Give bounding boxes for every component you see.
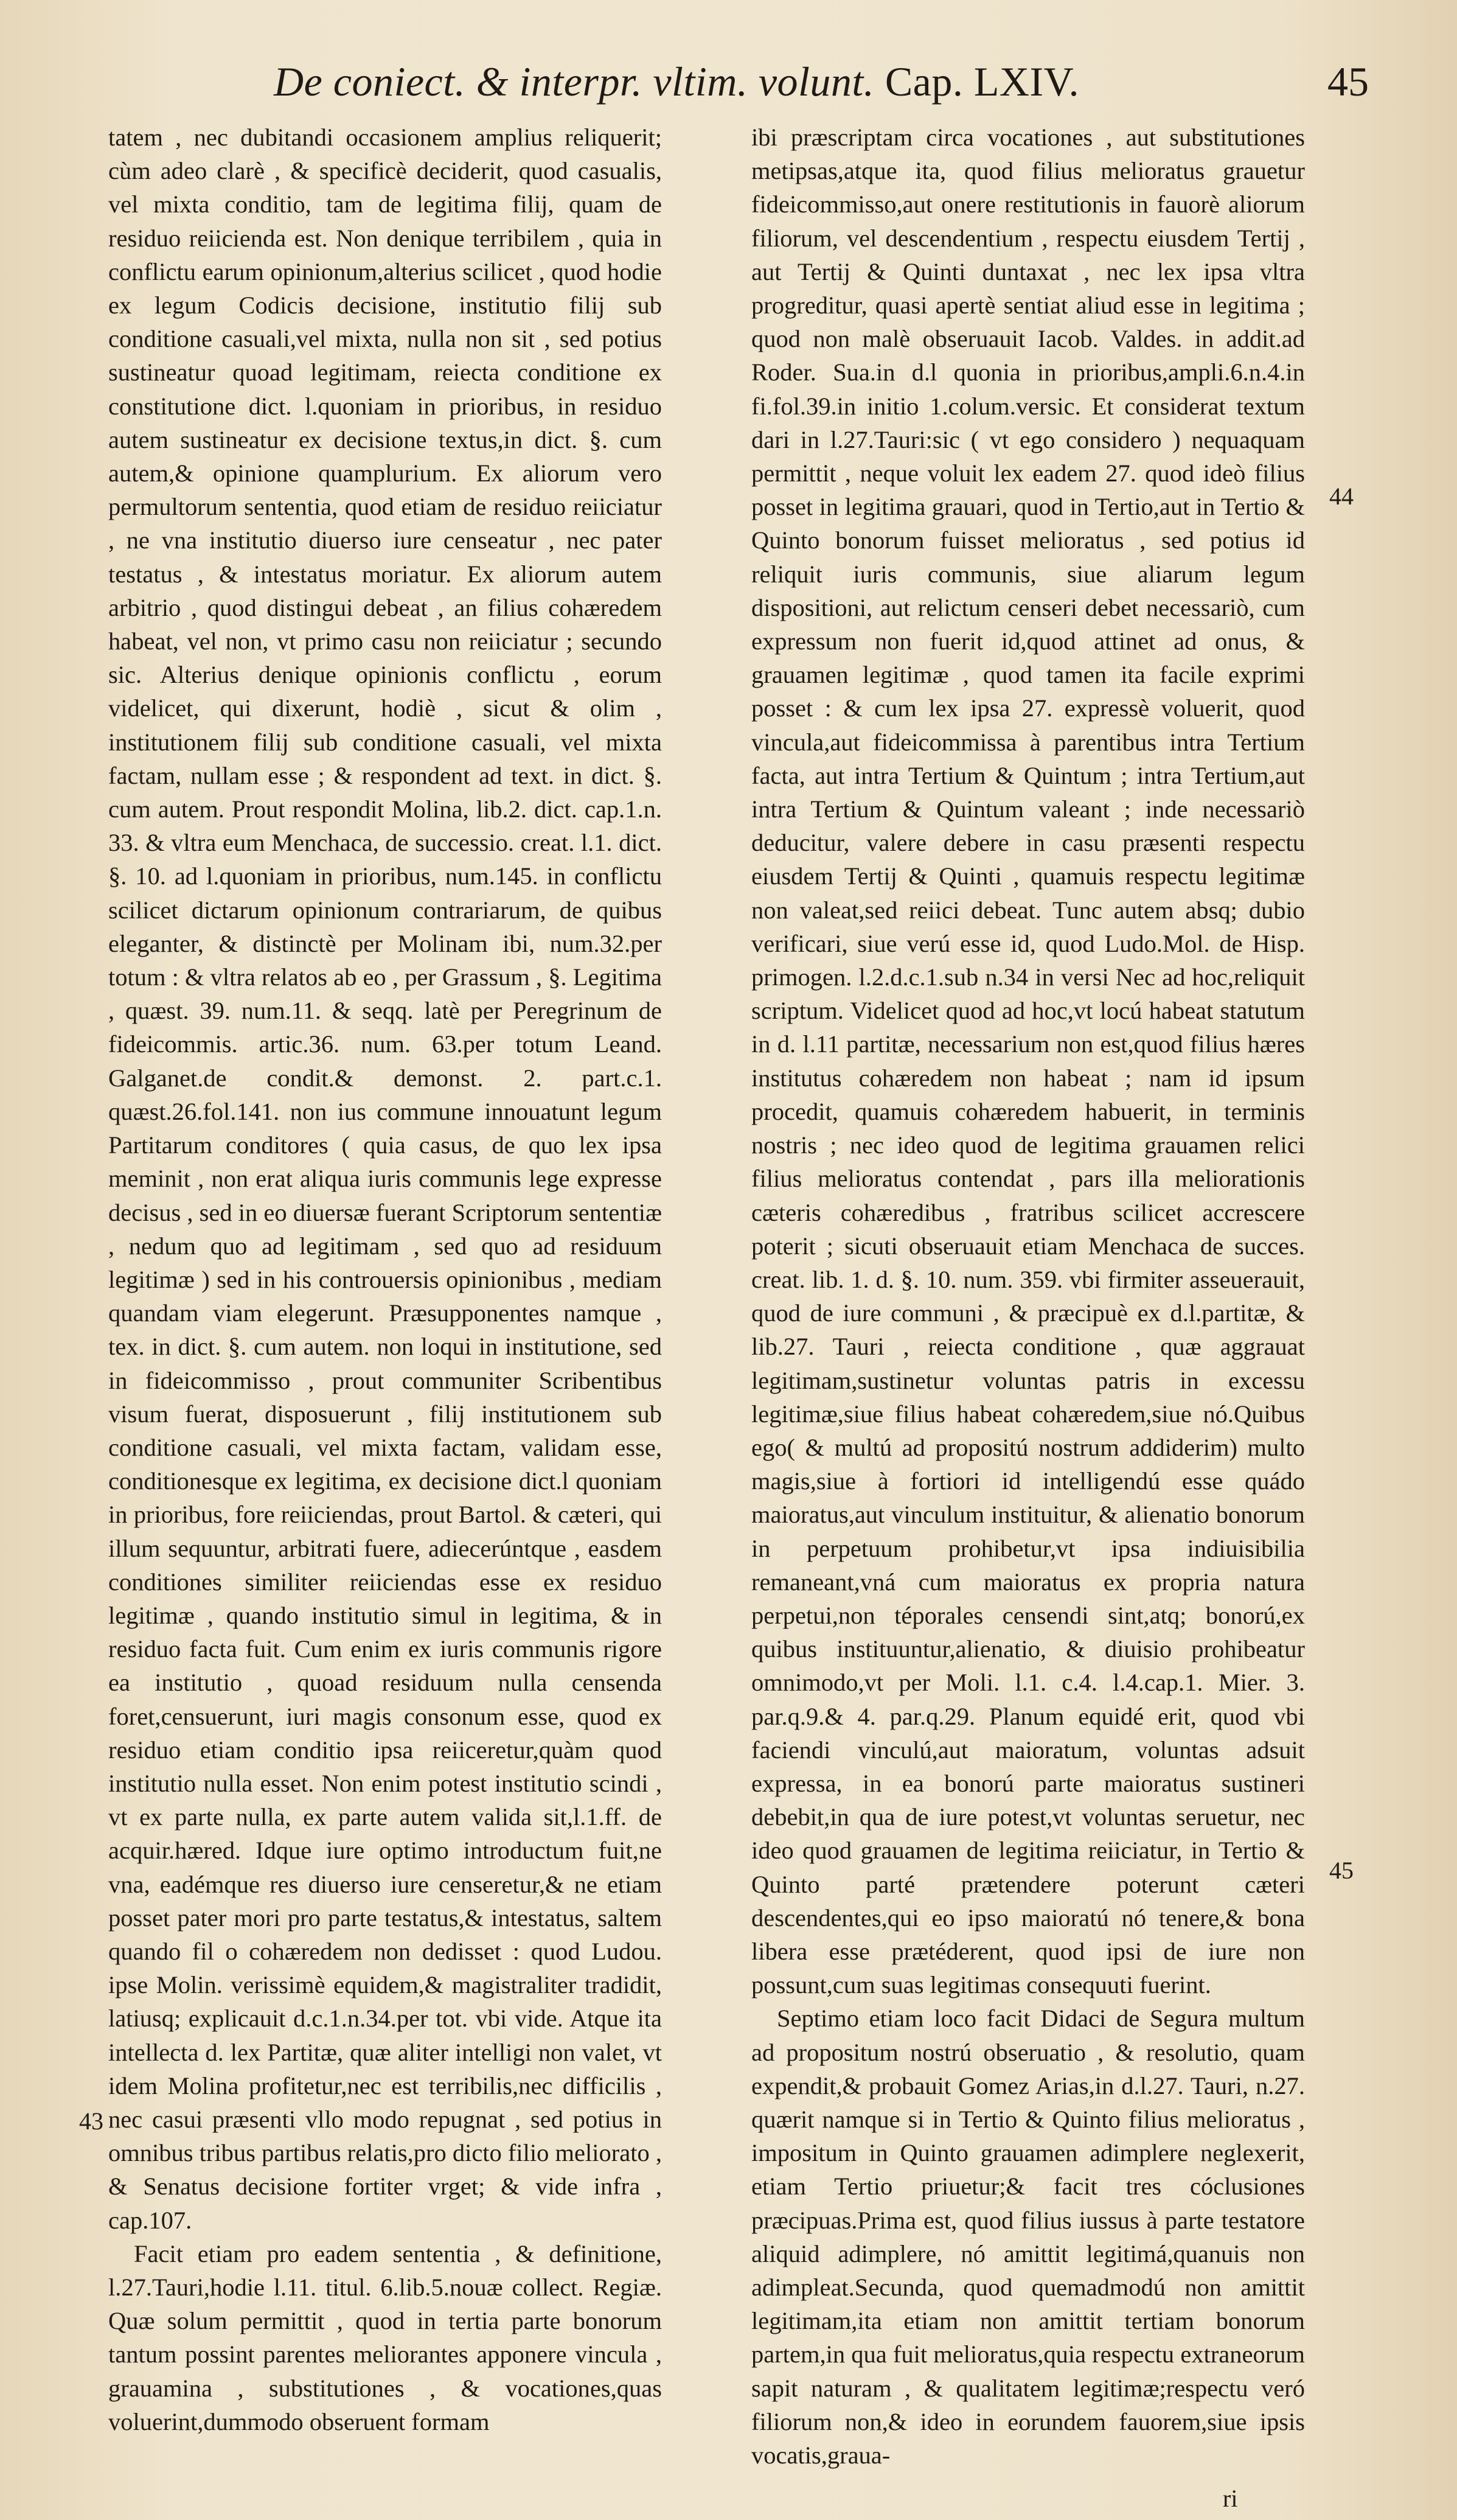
margin-number-44: 44 <box>1329 483 1354 510</box>
running-header <box>274 58 1369 113</box>
left-paragraph-2: Facit etiam pro eadem sententia , & definitione, l.27.Tauri,hodie l.11. titul. 6.lib.5.nouæ collect. Regiæ. Quæ solum permittit , quod in tertia parte bonorum tantum possint parentes meliorantes apponere vincula , grauamina , substitutiones , & vocationes,quas voluerint,dummodo obseruent formam <box>108 2239 662 2435</box>
right-column <box>751 120 1305 2472</box>
right-paragraph-1: ibi præscriptam circa vocationes , aut substitutiones metipsas,atque ita, quod filius melioratus grauetur fideicommisso,aut onere restitutionis in fauorè aliorum filiorum, vel descendentium , respectu eiusdem Tertij , aut Tertij & Quinti duntaxat , nec lex ipsa vltra progreditur, quasi apertè sentiat aliud esse in legitima ; quod non malè obseruauit Iacob. Valdes. in addit.ad Roder. Sua.in d.l quonia in prioribus,ampli.6.n.4.in fi.fol.39.in initio 1.colum.versic. Et considerat textum dari in l.27.Tauri:sic ( vt ego considero ) nequaquam permittit , neque voluit lex eadem 27. quod ideò filius posset in legitima grauari, quod in Tertio,aut in Tertio & Quinto bonorum fuisset melioratus , sed potius id reliquit iuris communis, siue aliarum legum dispositioni, aut relictum censeri debet necessariò, cum expressum non fuerit id,quod attinet ad onus, & grauamen legitimæ , quod tamen ita facile exprimi posset : & cum lex ipsa 27. expressè voluerit, quod vincula,aut fideicommissa à parentibus intra Tertium facta, aut intra Tertium & Quintum ; intra Tertium,aut intra Tertium & Quintum valeant ; inde necessariò deducitur, valere debere in casu præsenti respectu eiusdem Tertij & Quinti , quamuis respectu legitimæ non valeat,sed reiici debeat. Tunc autem absq; dubio verificari, siue verú esse id, quod Ludo.Mol. de Hisp. primogen. l.2.d.c.1.sub n.34 in versi Nec ad hoc,reliquit scriptum. Videlicet quod ad hoc,vt locú habeat statutum in d. l.11 partitæ, necessarium non est,quod filius hæres institutus cohæredem non habeat ; nam id ipsum procedit, quamuis cohæredem habuerit, in terminis nostris ; nec ideo quod de legitima grauamen relici filius melioratus contendat , pars illa meliorationis cæteris cohæredibus , fratribus scilicet accrescere poterit ; sicuti obseruauit etiam Menchaca de succes. creat. lib. 1. d. §. 10. num. 359. vbi firmiter asseuerauit, quod de iure communi , & præcipuè ex d.l.partitæ, & lib.27. Tauri , reiecta conditione , quæ aggrauat legitimam,sustinetur voluntas patris in excessu legitimæ,siue filius habeat cohæredem,siue nó.Quibus ego( & multú ad propositú nostrum addiderim) multo magis,siue à fortiori id intelligendú esse quádo maioratus,aut vinculum instituitur, & alienatio bonorum in perpetuum prohibetur,vt ipsa indiuisibilia remaneant,vná cum maioratus ex propria natura perpetui,non téporales censendi sint,atq; bonorú,ex quibus instituuntur,alienatio, & diuisio prohibeatur omnimodo,vt per Moli. l.1. c.4. l.4.cap.1. Mier. 3. par.q.9.& 4. par.q.29. Planum equidé erit, quod vbi faciendi vinculú,aut maioratum, voluntas adsuit expressa, in ea bonorú parte maioratus sustineri debebit,in qua de iure potest,vt voluntas seruetur, nec ideo quod grauamen de legitima reiiciatur, in Tertio & Quinto parté prætendere poterunt cæteri descendentes,qui eo ipso maioratú nó tenere,& bona libera esse prætéderent, quod ipsi de iure non possunt,cum suas legitimas consequuti fuerint. <box>751 124 1305 1999</box>
margin-number-45: 45 <box>1329 1857 1354 1884</box>
running-title-chapter: Cap. LXIV. <box>885 58 1079 105</box>
left-column <box>108 120 662 2438</box>
page-number: 45 <box>1327 58 1369 105</box>
margin-number-43: 43 <box>79 2107 103 2135</box>
running-title <box>274 58 1079 106</box>
left-paragraph-1: tatem , nec dubitandi occasionem amplius reliquerit; cùm adeo clarè , & specificè deciderit, quod casualis, vel mixta conditio, tam de legitima filij, quam de residuo reiicienda est. Non denique terribilem , quia in conflictu earum opinionum,alterius scilicet , quod hodie ex legum Codicis decisione, institutio filij sub conditione casuali,vel mixta, nulla non sit , sed potius sustineatur quoad legitimam, reiecta conditione ex constitutione dict. l.quoniam in prioribus, in residuo autem sustineatur ex decisione textus,in dict. §. cum autem,& opinione quamplurium. Ex aliorum vero permultorum sententia, quod etiam de residuo reiiciatur , ne vna institutio diuerso iure censeatur , nec pater testatus , & intestatus moriatur. Ex aliorum autem arbitrio , quod distingui debeat , an filius cohæredem habeat, vel non, vt primo casu non reiiciatur ; secundo sic. Alterius denique opinionis conflictu , eorum videlicet, qui dixerunt, hodiè , sicut & olim , institutionem filij sub conditione casuali, vel mixta factam, nullam esse ; & respondent ad text. in dict. §. cum autem. Prout respondit Molina, lib.2. dict. cap.1.n. 33. & vltra eum Menchaca, de successio. creat. l.1. dict. §. 10. ad l.quoniam in prioribus, num.145. in conflictu scilicet dictarum opinionum contrariarum, de quibus eleganter, & distinctè per Molinam ibi, num.32.per totum : & vltra relatos ab eo , per Grassum , §. Legitima , quæst. 39. num.11. & seqq. latè per Peregrinum de fideicommis. artic.36. num. 63.per totum Leand. Galganet.de condit.& demonst. 2. part.c.1. quæst.26.fol.141. non ius commune innouatunt legum Partitarum conditores ( quia casus, de quo lex ipsa meminit , non erat aliqua iuris communis lege expresse decisus , sed in eo diuersæ fuerant Scriptorum sententiæ , nedum quo ad legitimam , sed quo ad residuum legitimæ ) sed in his controuersis opinionibus , mediam quandam viam elegerunt. Præsupponentes namque , tex. in dict. §. cum autem. non loqui in institutione, sed in fideicommisso , prout communiter Scribentibus visum fuerat, disposuerunt , filij institutionem sub conditione casuali, vel mixta factam, validam esse, conditionesque ex legitima, ex decisione dict.l quoniam in prioribus, fore reiiciendas, prout Bartol. & cæteri, qui illum sequuntur, arbitrati fuere, adiecerúntque , easdem conditiones similiter reiiciendas esse ex residuo legitimæ , quando institutio simul in legitima, & in residuo facta fuit. Cum enim ex iuris communis rigore ea institutio , quoad residuum nulla censenda foret,censuerunt, iuri magis consonum esse, quod ex residuo etiam conditio ipsa reiiceretur,quàm quod institutio nulla esset. Non enim potest institutio scindi , vt ex parte nulla, ex parte autem valida sit,l.1.ff. de acquir.hæred. Idque iure optimo introductum fuit,ne vna, eadémque res diuerso iure censeretur,& ne etiam posset pater mori pro parte testatus,& intestatus, saltem quando fil o cohæredem non dedisset : quod Ludou. ipse Molin. verissimè equidem,& magistraliter tradidit, latiusq; explicauit d.c.1.n.34.per tot. vbi vide. Atque ita intellecta d. lex Partitæ, quæ aliter intelligi non valet, vt idem Molina profitetur,nec est terribilis,nec difficilis , nec casui præsenti vllo modo repugnat , sed potius in omnibus tribus partibus relatis,pro dicto filio meliorato , & Senatus decisione fortiter vrget; & vide infra , cap.107. <box>108 124 662 2234</box>
running-title-italic: De coniect. & interpr. vltim. volunt. <box>274 58 875 105</box>
catchword: ri <box>1223 2485 1238 2512</box>
right-paragraph-2: Septimo etiam loco facit Didaci de Segura multum ad propositum nostrú obseruatio , & resolutio, quam expendit,& probauit Gomez Arias,in d.l.27. Tauri, n.27. quærit namque si in Tertio & Quinto filius melioratus , impositum in Quinto grauamen adimplere neglexerit, etiam Tertio priuetur;& facit tres cóclusiones præcipuas.Prima est, quod filius iussus à parte testatore aliquid adimplere, nó amittit legitimá,quanuis non adimpleat.Secunda, quod quemadmodú non amittit legitimam,ita etiam non amittit tertiam bonorum partem,in qua fuit melioratus,quia respectu extraneorum sapit naturam , & qualitatem legitimæ;respectu veró filiorum non,& ideo in eorundem fauorem,siue ipsis vocatis,graua- <box>751 2005 1305 2469</box>
